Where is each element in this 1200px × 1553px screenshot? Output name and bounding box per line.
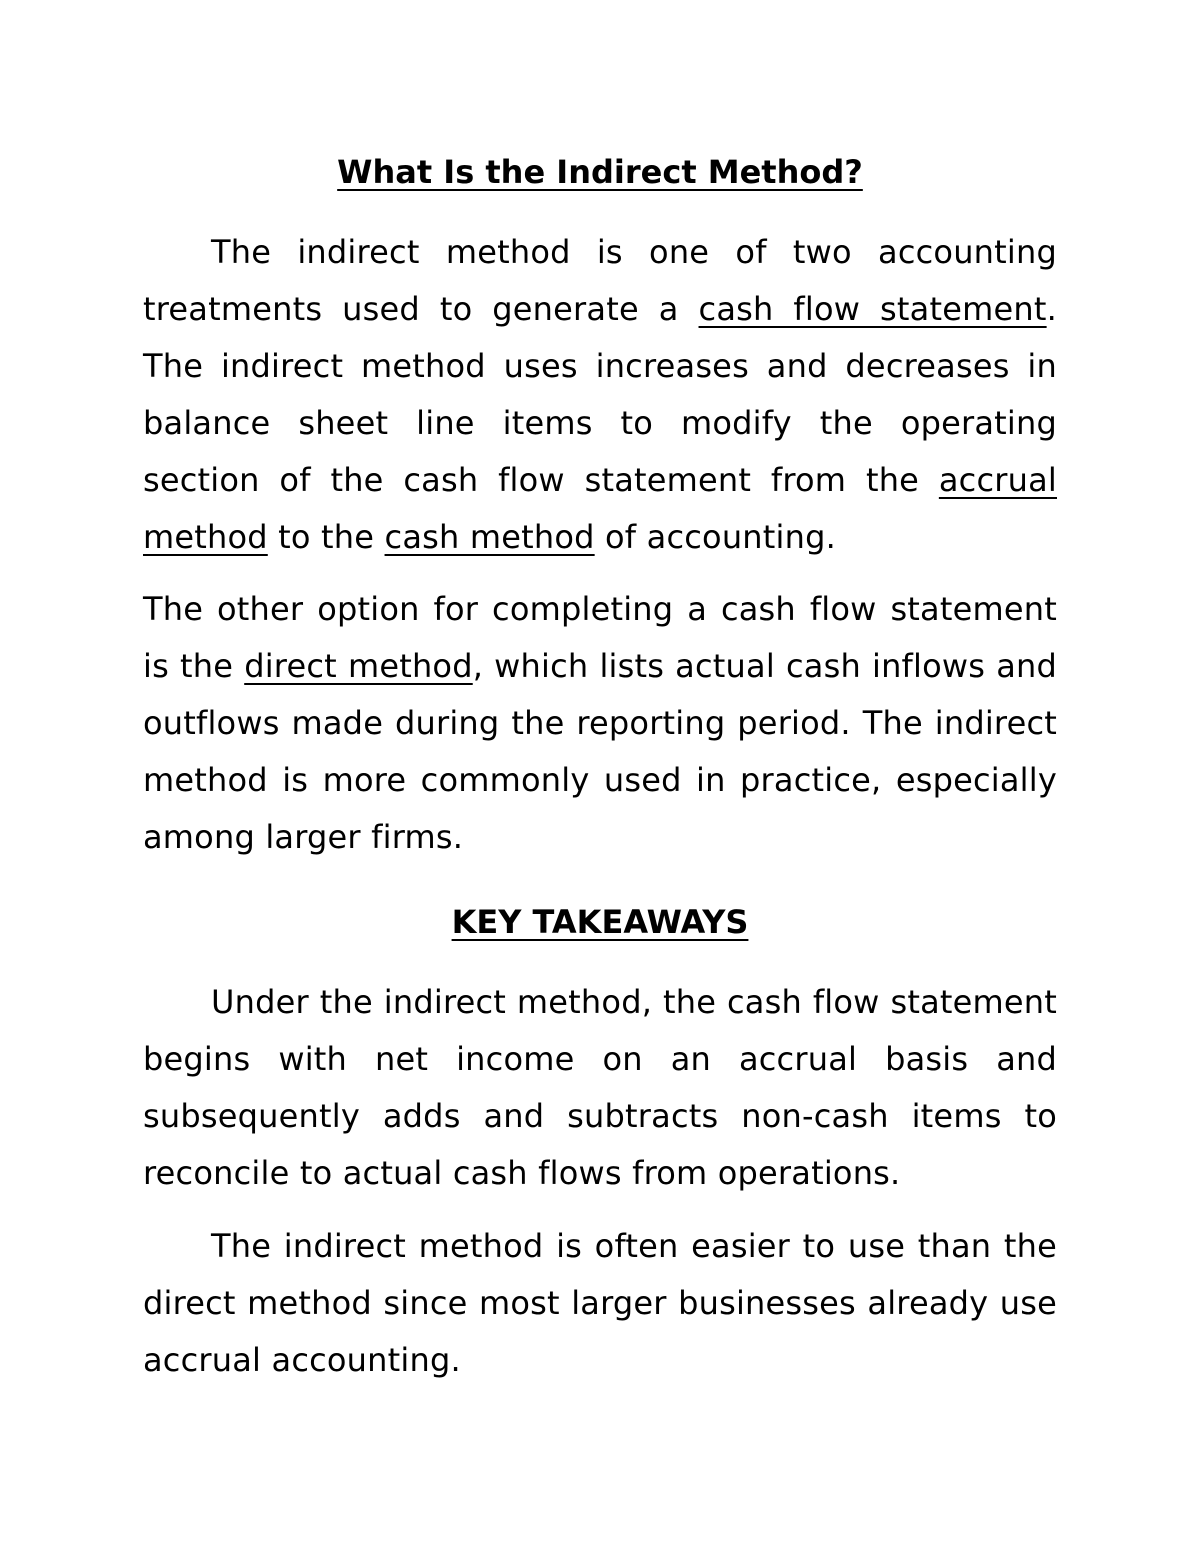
accrual-method-link[interactable]: accrual method (143, 461, 1057, 556)
intro-paragraph (143, 224, 1057, 566)
takeaway-item: The indirect method is often easier to use than the direct method since most larger businesses already use accrual accounting. (143, 1227, 1057, 1379)
intro-text-a: The indirect method is one of two accounting treatments used to generate a (143, 233, 1057, 328)
other-text-a: The other option for completing a cash flow statement is the (143, 590, 1057, 685)
intro-text-d: of accounting. (594, 518, 836, 556)
cash-method-link[interactable]: cash method (384, 518, 595, 556)
direct-method-link[interactable]: direct method (244, 647, 473, 685)
cash-flow-statement-link[interactable]: cash flow statement (698, 290, 1047, 328)
page-title: What Is the Indirect Method? (337, 153, 863, 191)
key-takeaways-heading: KEY TAKEAWAYS (451, 903, 749, 941)
intro-text-c: to the (267, 518, 385, 556)
other-option-paragraph (143, 581, 1057, 866)
takeaway-item: Under the indirect method, the cash flow statement begins with net income on an accrual basis and subsequently adds and subtracts non-cash items to reconcile to actual cash flows from operations. (143, 983, 1057, 1192)
other-text-b: , which lists actual cash inflows and outflows made during the reporting period. The indirect method is more commonly used in practice, especially among larger firms. (143, 647, 1057, 856)
intro-text-b: . The indirect method uses increases and decreases in balance sheet line items to modify the operating section of the cash flow statement from the (143, 290, 1057, 499)
document-page (143, 150, 1057, 1389)
